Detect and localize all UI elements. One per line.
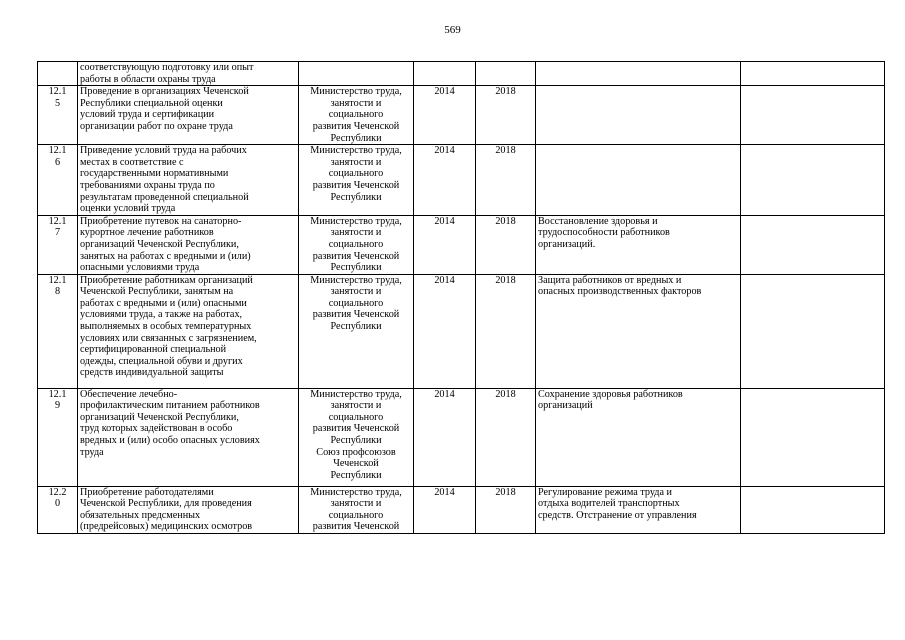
cell-line: 12.1 — [48, 86, 67, 98]
cell-line: Министерство труда, — [310, 86, 402, 98]
cell-end-year: 2018 — [476, 145, 536, 216]
cell-expected-result — [536, 274, 741, 388]
cell-line: Республики — [330, 469, 382, 481]
cell-line: занятости и — [330, 498, 382, 510]
cell-line: Восстановление здоровья и — [538, 215, 658, 227]
cell-end-year — [476, 62, 536, 86]
cell-line: социального — [328, 411, 384, 423]
cell-executor — [299, 62, 414, 86]
cell-line: 5 — [54, 97, 61, 109]
cell-start-year: 2014 — [414, 486, 476, 533]
cell-expected-result — [536, 145, 741, 216]
cell-measure-name — [78, 388, 299, 486]
cell-line: 8 — [54, 286, 61, 298]
cell-executor — [299, 486, 414, 533]
cell-line: занятости и — [330, 97, 382, 109]
cell-start-year: 2014 — [414, 145, 476, 216]
cell-start-year: 2014 — [414, 388, 476, 486]
table-row — [38, 86, 885, 145]
cell-line: занятости и — [330, 156, 382, 168]
cell-line: Приобретение путевок на санаторно- — [80, 215, 242, 227]
cell-empty — [741, 274, 885, 388]
cell-line: организаций Чеченской Республики, — [80, 238, 239, 250]
cell-line: занятых на работах с вредными и (или) — [80, 250, 251, 262]
cell-number — [38, 62, 78, 86]
cell-line: трудоспособности работников — [538, 227, 670, 239]
cell-line: государственными нормативными — [80, 168, 229, 180]
table-row — [38, 274, 885, 388]
cell-end-year: 2018 — [476, 215, 536, 274]
cell-line: (предрейсовых) медицинских осмотров — [80, 521, 253, 533]
cell-line: развития Чеченской — [312, 423, 400, 435]
cell-end-year: 2018 — [476, 486, 536, 533]
cell-line: занятости и — [330, 400, 382, 412]
cell-line: оценки условий труда — [80, 203, 176, 215]
page-number: 569 — [444, 24, 461, 36]
cell-line: труда — [80, 446, 104, 458]
cell-empty — [741, 215, 885, 274]
cell-line: курортное лечение работников — [80, 227, 214, 239]
table-row — [38, 388, 885, 486]
cell-line: 12.1 — [48, 388, 67, 400]
cell-line: организаций — [538, 400, 593, 412]
cell-line: социального — [328, 168, 384, 180]
cell-end-year: 2018 — [476, 86, 536, 145]
cell-line: 12.1 — [48, 274, 67, 286]
cell-line: Министерство труда, — [310, 388, 402, 400]
cell-expected-result — [536, 215, 741, 274]
cell-expected-result — [536, 86, 741, 145]
cell-expected-result — [536, 388, 741, 486]
cell-number — [38, 388, 78, 486]
cell-line: развития Чеченской — [312, 309, 400, 321]
cell-line: работы в области охраны труда — [80, 73, 216, 85]
cell-line: Приведение условий труда на рабочих — [80, 145, 247, 157]
cell-number — [38, 86, 78, 145]
cell-line: Чеченской Республики, занятым на — [80, 286, 234, 298]
cell-line: Чеченской — [333, 458, 379, 470]
cell-line: Приобретение работникам организаций — [80, 274, 253, 286]
cell-end-year: 2018 — [476, 388, 536, 486]
cell-line: организаций Чеченской Республики, — [80, 411, 239, 423]
cell-line: Союз профсоюзов — [316, 446, 396, 458]
cell-line: требованиями охраны труда по — [80, 179, 215, 191]
cell-line: Министерство труда, — [310, 486, 402, 498]
cell-measure-name — [78, 145, 299, 216]
cell-line: соответствующую подготовку или опыт — [80, 62, 254, 73]
table-row — [38, 145, 885, 216]
cell-line: обязательных предсменных — [80, 509, 201, 521]
cell-line: Республики — [330, 262, 382, 274]
cell-line: развития Чеченской — [312, 179, 400, 191]
cell-line: Регулирование режима труда и — [538, 486, 673, 498]
cell-line: развития Чеченской — [312, 250, 400, 262]
cell-line: Республики — [330, 132, 382, 144]
cell-line: 6 — [54, 156, 61, 168]
cell-line: Министерство труда, — [310, 145, 402, 157]
cell-line: 9 — [54, 400, 61, 412]
cell-line: Республики — [330, 321, 382, 333]
cell-measure-name — [78, 86, 299, 145]
cell-line: Министерство труда, — [310, 215, 402, 227]
cell-line: социального — [328, 297, 384, 309]
cell-measure-name — [78, 486, 299, 533]
cell-executor — [299, 274, 414, 388]
cell-line: занятости и — [330, 286, 382, 298]
cell-number — [38, 215, 78, 274]
cell-line: социального — [328, 109, 384, 121]
cell-line: занятости и — [330, 227, 382, 239]
cell-line: сертифицированной специальной — [80, 344, 227, 356]
cell-line: местах в соответствие с — [80, 156, 184, 168]
table-row — [38, 62, 885, 86]
cell-line: условиями труда, а также на работах, — [80, 309, 243, 321]
table-row — [38, 486, 885, 533]
cell-empty — [741, 86, 885, 145]
cell-line: одежды, специальной обуви и других — [80, 355, 243, 367]
cell-executor — [299, 215, 414, 274]
cell-line: социального — [328, 509, 384, 521]
cell-line: Чеченской Республики, для проведения — [80, 498, 252, 510]
table-row — [38, 215, 885, 274]
cell-line: 12.2 — [48, 486, 67, 498]
cell-line: Республики — [330, 435, 382, 447]
cell-expected-result — [536, 62, 741, 86]
cell-number — [38, 274, 78, 388]
cell-line: выполняемых в особых температурных — [80, 321, 252, 333]
cell-line: условий труда и сертификации — [80, 109, 215, 121]
cell-line: вредных и (или) особо опасных условиях — [80, 435, 260, 447]
cell-line: Министерство труда, — [310, 274, 402, 286]
cell-line: Проведение в организациях Чеченской — [80, 86, 249, 98]
cell-line: средств. Отстранение от управления — [538, 509, 697, 521]
cell-measure-name — [78, 62, 299, 86]
cell-line: работах с вредными и (или) опасными — [80, 297, 247, 309]
cell-empty — [741, 145, 885, 216]
cell-line: условиях или связанных с загрязнением, — [80, 332, 257, 344]
cell-executor — [299, 86, 414, 145]
cell-line: развития Чеченской — [312, 120, 400, 132]
cell-line: труд которых задействован в особо — [80, 423, 233, 435]
cell-start-year — [414, 62, 476, 86]
cell-line: отдыха водителей транспортных — [538, 498, 680, 510]
cell-executor — [299, 145, 414, 216]
cell-start-year: 2014 — [414, 215, 476, 274]
cell-empty — [741, 388, 885, 486]
cell-line: Обеспечение лечебно- — [80, 388, 178, 400]
cell-line: Приобретение работодателями — [80, 486, 214, 498]
cell-executor — [299, 388, 414, 486]
cell-measure-name — [78, 274, 299, 388]
cell-line: средств индивидуальной защиты — [80, 367, 224, 379]
cell-expected-result — [536, 486, 741, 533]
cell-line: организаций. — [538, 238, 596, 250]
cell-line: социального — [328, 238, 384, 250]
cell-line: Республики специальной оценки — [80, 97, 223, 109]
cell-line: Защита работников от вредных и — [538, 274, 682, 286]
cell-line: профилактическим питанием работников — [80, 400, 260, 412]
cell-start-year: 2014 — [414, 274, 476, 388]
cell-line: опасными условиями труда — [80, 262, 200, 274]
cell-empty — [741, 486, 885, 533]
cell-line: развития Чеченской — [312, 521, 400, 533]
cell-line: 12.1 — [48, 145, 67, 157]
cell-end-year: 2018 — [476, 274, 536, 388]
measures-table — [37, 61, 885, 534]
cell-line: 7 — [54, 227, 61, 239]
cell-number — [38, 486, 78, 533]
cell-line: организации работ по охране труда — [80, 120, 233, 132]
cell-line: опасных производственных факторов — [538, 286, 702, 298]
cell-line: Республики — [330, 191, 382, 203]
cell-number — [38, 145, 78, 216]
cell-line: 0 — [54, 498, 61, 510]
cell-measure-name — [78, 215, 299, 274]
cell-empty — [741, 62, 885, 86]
cell-start-year: 2014 — [414, 86, 476, 145]
cell-line: 12.1 — [48, 215, 67, 227]
cell-line: результатам проведенной специальной — [80, 191, 249, 203]
cell-line: Сохранение здоровья работников — [538, 388, 683, 400]
